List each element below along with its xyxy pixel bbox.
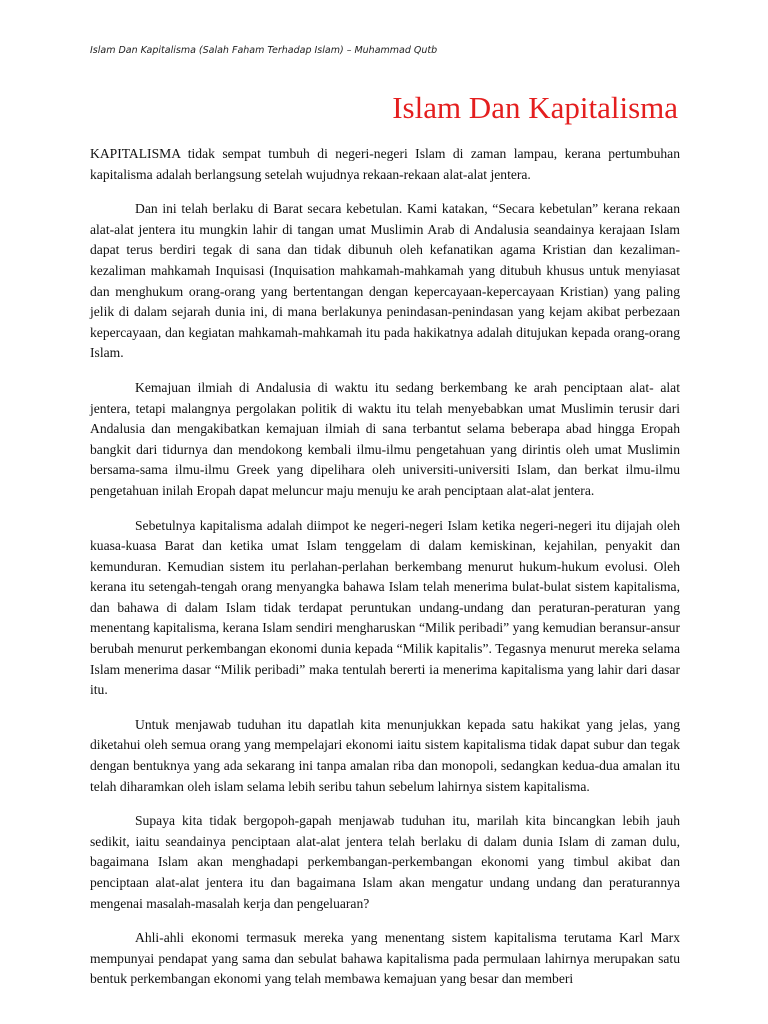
paragraph: Ahli-ahli ekonomi termasuk mereka yang menentang sistem kapitalisma terutama Karl Marx mempunyai pendapat yang sama dan sebulat bahawa kapitalisma pada permulaan lahirnya merupakan satu bentuk perkembangan ekonomi yang telah membawa kemajuan yang besar dan memberi	[90, 930, 680, 987]
document-title: Islam Dan Kapitalisma	[392, 90, 678, 125]
paragraph: Sebetulnya kapitalisma adalah diimpot ke negeri-negeri Islam ketika negeri-negeri itu dijajah oleh kuasa-kuasa Barat dan ketika umat Islam tenggelam di dalam kemiskinan, kejahilan, penyakit dan kemunduran. Kemudian sistem itu perlahan-perlahan berkembang menurut hukum-hukum evolusi. Oleh kerana itu setengah-tengah orang menyangka bahawa Islam telah menerima bulat-bulat sistem kapitalisma, dan bahawa di dalam Islam tidak terdapat peruntukan undang-undang dan peraturan-peraturan yang menentang kapitalisma, kerana Islam sendiri mengharuskan “Milik peribadi” yang kemudian beransur-ansur berubah menurut perkembangan ekonomi dunia kepada “Milik kapitalis”. Tegasnya menurut mereka selama Islam menerima dasar “Milik peribadi” maka tentulah bererti ia menerima kapitalisma yang lahir dari dasar itu.	[90, 517, 680, 698]
paragraph: KAPITALISMA tidak sempat tumbuh di negeri-negeri Islam di zaman lampau, kerana pertumbuhan kapitalisma adalah berlangsung setelah wujudnya rekaan-rekaan alat-alat jentera.	[90, 146, 680, 182]
body-text	[90, 144, 680, 1004]
paragraph: Supaya kita tidak bergopoh-gapah menjawab tuduhan itu, marilah kita bincangkan lebih jauh sedikit, iaitu seandainya penciptaan alat-alat jentera telah berlaku di dalam dunia Islam di zaman dulu, bagaimana Islam akan menghadapi perkembangan-perkembangan ekonomi yang timbul akibat dan penciptaan alat-alat jentera itu dan bagaimana Islam akan mengatur undang undang dan peraturannya mengenai masalah-masalah kerja dan pengeluaran?	[90, 813, 680, 911]
paragraph: Kemajuan ilmiah di Andalusia di waktu itu sedang berkembang ke arah penciptaan alat- alat jentera, tetapi malangnya pergolakan politik di waktu itu telah menyebabkan umat Muslimin terusir dari Andalusia dan mengakibatkan kemajuan ilmiah di sana terbantut selama beberapa abad hingga Eropah bangkit dari tidurnya dan mendokong kembali ilmu-ilmu pengetahuan yang dirintis oleh umat Muslimin bersama-sama ilmu-ilmu Greek yang dipelihara oleh universiti-universiti Islam, dan berkat ilmu-ilmu pengetahuan inilah Eropah dapat meluncur maju menuju ke arah penciptaan alat-alat jentera.	[90, 379, 680, 498]
paragraph: Untuk menjawab tuduhan itu dapatlah kita menunjukkan kepada satu hakikat yang jelas, yang diketahui oleh semua orang yang mempelajari ekonomi iaitu sistem kapitalisma tidak dapat subur dan tegak dengan bentuknya yang ada sekarang ini tanpa amalan riba dan monopoli, sedangkan kedua-dua amalan itu telah diharamkan oleh islam selama lebih seribu tahun sebelum lahirnya sistem kapitalisma.	[90, 716, 680, 794]
running-header: Islam Dan Kapitalisma (Salah Faham Terhadap Islam) – Muhammad Qutb	[90, 45, 438, 56]
paragraph: Dan ini telah berlaku di Barat secara kebetulan. Kami katakan, “Secara kebetulan” kerana rekaan alat-alat jentera itu mungkin lahir di tangan umat Muslimin Arab di Andalusia seandainya kerajaan Islam dapat terus berdiri tegak di sana dan tidak dibunuh oleh kefanatikan agama Kristian dan kezaliman-kezaliman mahkamah Inquisasi (Inquisation mahkamah-mahkamah yang ditubuh khusus untuk menyiasat dan menghukum orang-orang yang bertentangan dengan kepercayaan-kepercayaan Kristian) yang paling jelik di dalam sejarah dunia ini, di mana berlakunya penindasan-penindasan yang kejam akibat perbezaan kepercayaan, dan kegiatan mahkamah-mahkamah itu pada hakikatnya adalah ditujukan kepada orang-orang Islam.	[90, 201, 680, 361]
